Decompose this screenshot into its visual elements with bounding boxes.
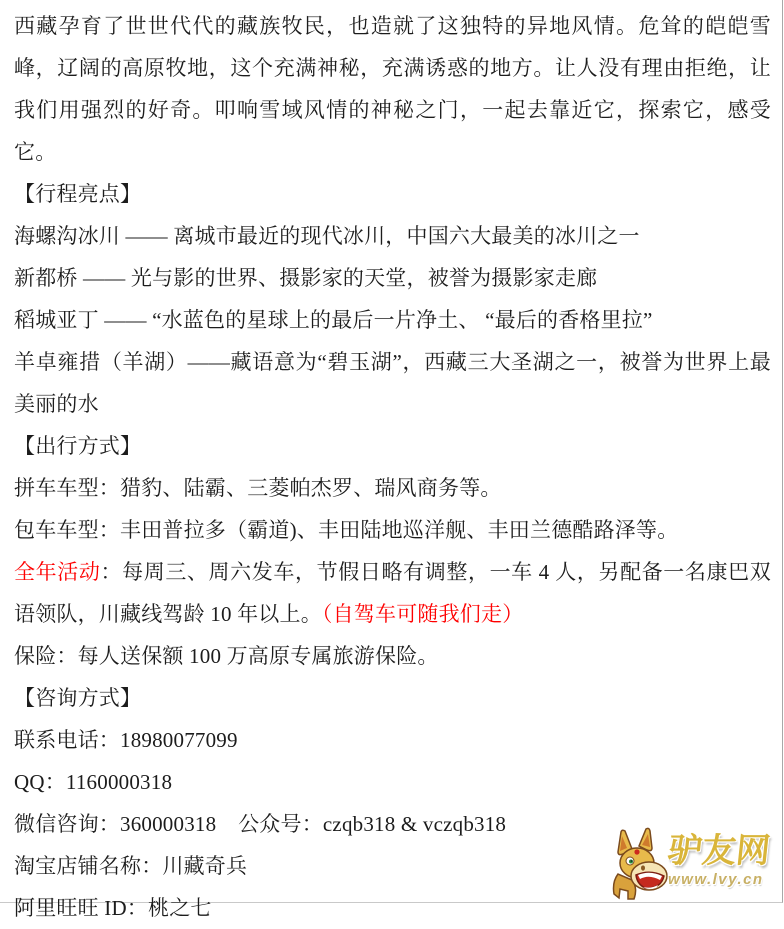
- text-segment: 拼车车型：猎豹、陆霸、三菱帕杰罗、瑞风商务等。: [14, 476, 502, 500]
- text-segment: 西藏孕育了世世代代的藏族牧民，也造就了这独特的异地风情。危耸的皑皑雪峰，辽阔的高原牧地，这个充满神秘，充满诱惑的地方。让人没有理由拒绝，让我们用强烈的好奇。叩响雪域风情的神秘之门，一起去靠近它，探索它，感受它。: [14, 14, 771, 164]
- insurance-info: [14, 635, 771, 677]
- highlight-xinduqiao: [14, 257, 771, 299]
- highlight-hailuogou-glacier: [14, 215, 771, 257]
- carpool-vehicle-models: [14, 467, 771, 509]
- section-heading-contact: [14, 677, 771, 719]
- highlight-yamdrok-lake: [14, 341, 771, 425]
- logo-text-block: [668, 834, 782, 889]
- section-heading-itinerary-highlights: [14, 173, 771, 215]
- donkey-icon: [610, 828, 672, 907]
- text-segment: 【咨询方式】: [14, 686, 142, 710]
- site-url: www.lvy.cn: [668, 871, 764, 888]
- charter-vehicle-models: [14, 509, 771, 551]
- text-segment: 稻城亚丁 —— “水蓝色的星球上的最后一片净土、 “最后的香格里拉”: [14, 308, 653, 332]
- section-heading-travel-mode: [14, 425, 771, 467]
- text-segment: 【行程亮点】: [14, 182, 142, 206]
- text-segment: 保险：每人送保额 100 万高原专属旅游保险。: [14, 644, 439, 668]
- site-name: 驴友网: [666, 832, 772, 870]
- contact-qq: [14, 761, 771, 803]
- text-segment: QQ：1160000318: [14, 770, 173, 794]
- text-segment: 全年活动: [14, 560, 101, 584]
- contact-phone: [14, 719, 771, 761]
- site-watermark-logo: [610, 826, 782, 900]
- text-segment: 海螺沟冰川 —— 离城市最近的现代冰川，中国六大最美的冰川之一: [14, 224, 640, 248]
- text-segment: 包车车型：丰田普拉多（霸道)、丰田陆地巡洋舰、丰田兰德酷路泽等。: [14, 518, 679, 542]
- text-segment: 羊卓雍措（羊湖）——藏语意为“碧玉湖”，西藏三大圣湖之一，被誉为世界上最美丽的水: [14, 350, 771, 416]
- text-segment: 新都桥 —— 光与影的世界、摄影家的天堂，被誉为摄影家走廊: [14, 266, 598, 290]
- highlight-daocheng-yading: [14, 299, 771, 341]
- text-segment: 联系电话：18980077099: [14, 728, 238, 752]
- intro-paragraph: [14, 5, 771, 173]
- text-segment: 微信咨询：360000318 公众号：czqb318 & vczqb318: [14, 812, 507, 836]
- text-segment: （自驾车可随我们走）: [321, 602, 524, 626]
- text-segment: 阿里旺旺 ID：桃之七: [14, 896, 212, 920]
- yearly-schedule: [14, 551, 771, 635]
- text-segment: 【出行方式】: [14, 434, 142, 458]
- text-segment: ：每周三、周六发车，节假日略有调整，一车 4 人，另配备一名康巴双语领队，川藏线驾龄 10 年以上。: [14, 560, 771, 626]
- text-segment: 淘宝店铺名称：川藏奇兵: [14, 854, 248, 878]
